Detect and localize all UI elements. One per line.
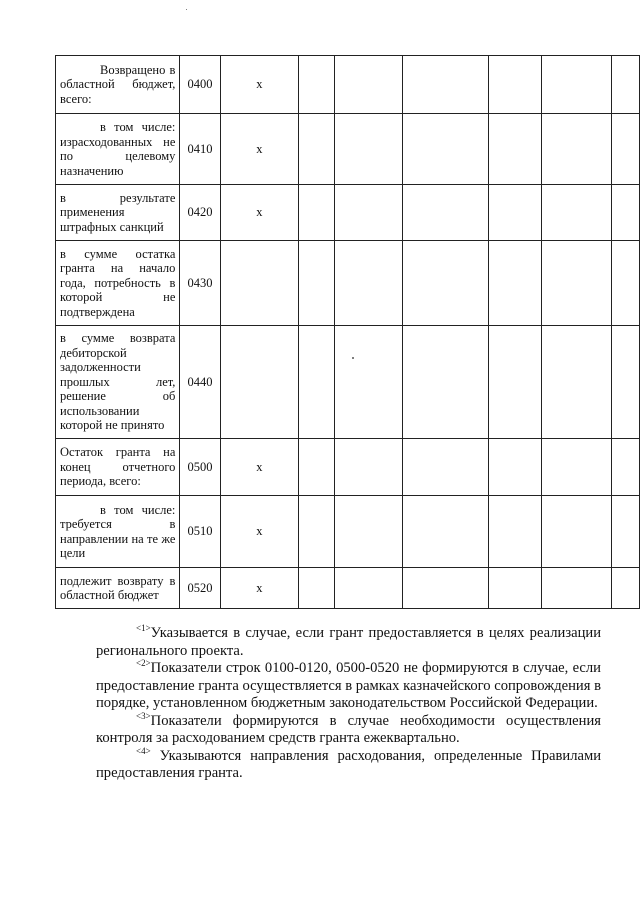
scan-speck: [186, 9, 187, 10]
table-row: [56, 185, 640, 241]
row-label-cell: в сумме возврата дебиторской задолженности прошлых лет, решение об использовании которой не принято: [56, 326, 180, 439]
row-mark-cell: x: [220, 439, 299, 496]
empty-cell: [541, 114, 611, 185]
empty-cell: [299, 568, 335, 609]
empty-cell: [488, 496, 541, 568]
footnote-marker: <4>: [136, 745, 151, 756]
empty-cell: [403, 439, 489, 496]
empty-cell: [488, 114, 541, 185]
empty-cell: [488, 326, 541, 439]
row-code-cell: 0500: [180, 439, 220, 496]
empty-cell: [611, 114, 639, 185]
empty-cell: [403, 568, 489, 609]
row-label-cell: Возвращено в областной бюджет, всего:: [56, 56, 180, 114]
empty-cell: [611, 568, 639, 609]
row-mark-cell: [220, 241, 299, 326]
empty-cell: [488, 185, 541, 241]
row-mark-cell: x: [220, 185, 299, 241]
empty-cell: [403, 185, 489, 241]
table-row: [56, 326, 640, 439]
empty-cell: [541, 568, 611, 609]
empty-cell: [403, 496, 489, 568]
empty-cell: [335, 439, 403, 496]
empty-cell: [541, 439, 611, 496]
row-label-cell: Остаток гранта на конец отчетного периода, всего:: [56, 439, 180, 496]
footnote: [96, 710, 601, 748]
empty-cell: [488, 241, 541, 326]
table-row: [56, 56, 640, 114]
row-code-cell: 0430: [180, 241, 220, 326]
empty-cell: [611, 496, 639, 568]
table-row: [56, 496, 640, 568]
empty-cell: [299, 185, 335, 241]
footnote: [96, 625, 601, 660]
empty-cell: [299, 326, 335, 439]
empty-cell: [335, 568, 403, 609]
footnote-marker: <3>: [136, 710, 151, 721]
empty-cell: [611, 241, 639, 326]
footnote-text: Указываются направления расходования, определенные Правилами предоставления гранта.: [96, 747, 601, 781]
footnote-marker: <2>: [136, 658, 151, 668]
row-code-cell: 0510: [180, 496, 220, 568]
empty-cell: [488, 568, 541, 609]
row-mark-cell: x: [220, 114, 299, 185]
empty-cell: [541, 185, 611, 241]
table-row: [56, 439, 640, 496]
empty-cell: [611, 439, 639, 496]
empty-cell: [541, 496, 611, 568]
footnote: [96, 660, 601, 713]
empty-cell: [403, 241, 489, 326]
table-row: [56, 568, 640, 609]
row-code-cell: 0520: [180, 568, 220, 609]
empty-cell: [335, 496, 403, 568]
empty-cell: [299, 439, 335, 496]
empty-cell: [403, 326, 489, 439]
empty-cell: [335, 56, 403, 114]
footnote-text: Показатели формируются в случае необходимости осуществления контроля за расходованием средств гранта ежеквартально.: [96, 712, 601, 746]
row-label-cell: в том числе: требуется в направлении на те же цели: [56, 496, 180, 568]
row-code-cell: 0400: [180, 56, 220, 114]
footnotes: [96, 625, 601, 783]
empty-cell: [335, 185, 403, 241]
footnote: [96, 745, 601, 783]
table-row: [56, 241, 640, 326]
row-mark-cell: x: [220, 568, 299, 609]
empty-cell: [335, 241, 403, 326]
empty-cell: [299, 496, 335, 568]
footnote-text: Указывается в случае, если грант предоставляется в целях реализации регионального проекта.: [96, 625, 601, 659]
empty-cell: [335, 326, 403, 439]
row-label-cell: в результате применения штрафных санкций: [56, 185, 180, 241]
row-code-cell: 0410: [180, 114, 220, 185]
footnote-text: Показатели строк 0100-0120, 0500-0520 не формируются в случае, если предоставление гранта осуществляется в рамках казначейского сопровождения в порядке, установленном бюджетным законодательством Российской Федерации.: [96, 660, 601, 711]
table-row: [56, 114, 640, 185]
empty-cell: [299, 56, 335, 114]
row-label-cell: в сумме остатка гранта на начало года, потребность в которой не подтверждена: [56, 241, 180, 326]
empty-cell: [541, 56, 611, 114]
empty-cell: [611, 56, 639, 114]
empty-cell: [541, 241, 611, 326]
empty-cell: [488, 56, 541, 114]
empty-cell: [541, 326, 611, 439]
empty-cell: [299, 241, 335, 326]
row-label-cell: подлежит возврату в областной бюджет: [56, 568, 180, 609]
row-mark-cell: x: [220, 56, 299, 114]
empty-cell: [611, 326, 639, 439]
row-label-cell: в том числе: израсходованных не по целевому назначению: [56, 114, 180, 185]
empty-cell: [488, 439, 541, 496]
empty-cell: [611, 185, 639, 241]
scan-speck: [352, 357, 354, 359]
empty-cell: [299, 114, 335, 185]
empty-cell: [335, 114, 403, 185]
grant-report-table: [55, 55, 640, 609]
footnote-marker: <1>: [136, 623, 151, 633]
row-mark-cell: [220, 326, 299, 439]
row-mark-cell: x: [220, 496, 299, 568]
empty-cell: [403, 56, 489, 114]
row-code-cell: 0440: [180, 326, 220, 439]
row-code-cell: 0420: [180, 185, 220, 241]
empty-cell: [403, 114, 489, 185]
